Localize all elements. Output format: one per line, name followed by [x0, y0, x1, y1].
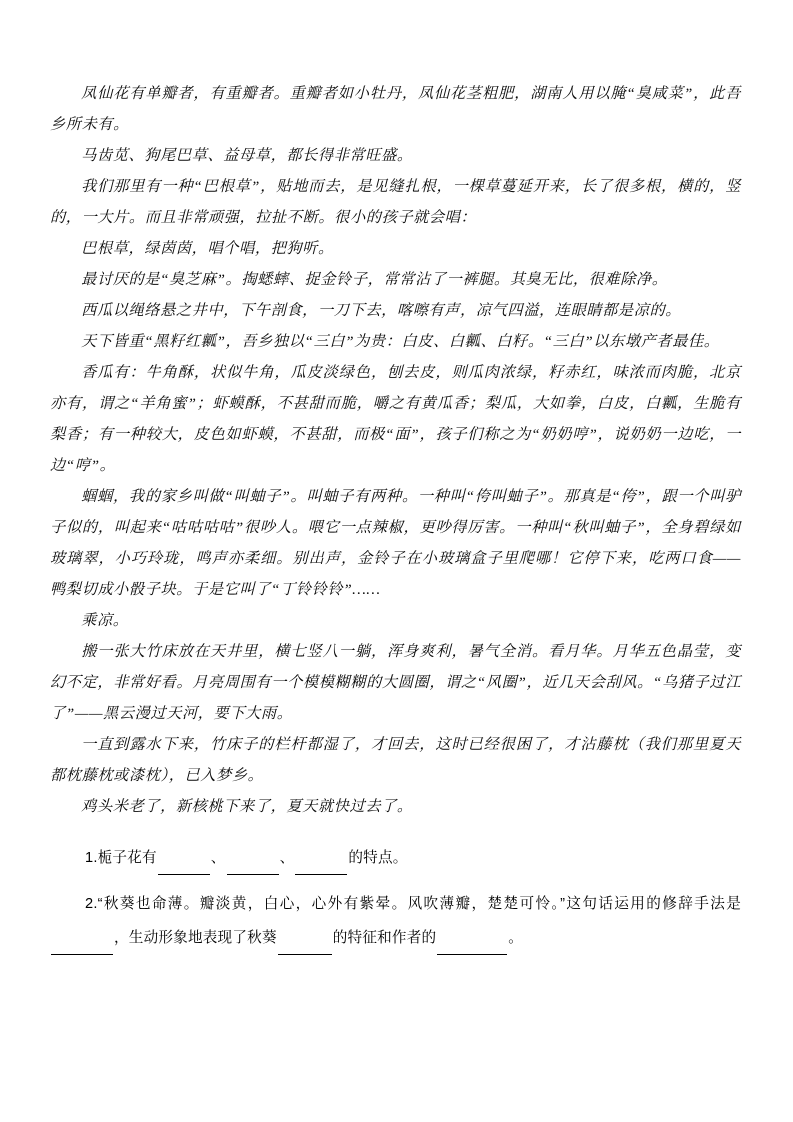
question-text: 。	[508, 930, 524, 946]
passage-paragraph: 鸡头米老了，新核桃下来了，夏天就快过去了。	[81, 798, 413, 815]
question-item-2	[50, 887, 741, 955]
questions-section	[50, 841, 741, 955]
passage-paragraph: 西瓜以绳络悬之井中，下午剖食，一刀下去，喀嚓有声，凉气四溢，连眼睛都是凉的。	[81, 302, 682, 319]
passage-paragraph: 最讨厌的是“臭芝麻”。掏蟋蟀、捉金铃子，常常沾了一裤腿。其臭无比，很难除净。	[81, 271, 668, 288]
passage-paragraph: 巴根草，绿茵茵，唱个唱，把狗听。	[81, 240, 334, 257]
passage-paragraph: 搬一张大竹床放在天井里，横七竖八一躺，浑身爽利，暑气全消。看月华。月华五色晶莹，变幻不定，非常好看。月亮周围有一个模模糊糊的大圆圈，谓之“风圈”，近几天会刮风。“乌猪子过江了”——黑云漫过天河，要下大雨。	[50, 643, 741, 722]
passage-body	[50, 78, 741, 822]
question-text: 、	[279, 850, 295, 866]
question-number: 1.	[85, 850, 98, 866]
question-item-1	[50, 841, 741, 875]
answer-blank[interactable]	[158, 859, 210, 875]
passage-paragraph: 天下皆重“黑籽红瓤”，吾乡独以“三白”为贵：白皮、白瓤、白籽。“三白”以东墩产者最佳。	[81, 333, 720, 350]
passage-paragraph: 凤仙花有单瓣者，有重瓣者。重瓣者如小牡丹，凤仙花茎粗肥，湖南人用以腌“臭咸菜”，此吾乡所未有。	[50, 85, 741, 133]
passage-paragraph: 香瓜有：牛角酥，状似牛角，瓜皮淡绿色，刨去皮，则瓜肉浓绿，籽赤红，味浓而肉脆，北京亦有，谓之“羊角蜜”；虾蟆酥，不甚甜而脆，嚼之有黄瓜香；梨瓜，大如拳，白皮，白瓤，生脆有梨香；有一种较大，皮色如虾蟆，不甚甜，而极“面”，孩子们称之为“奶奶哼”，说奶奶一边吃，一边“哼”。	[50, 364, 741, 474]
question-text: 的特征和作者的	[332, 930, 437, 946]
passage-paragraph: 一直到露水下来，竹床子的栏杆都湿了，才回去，这时已经很困了，才沾藤枕（我们那里夏天都枕藤枕或漆枕），已入梦乡。	[50, 736, 741, 784]
passage-paragraph: 我们那里有一种“巴根草”，贴地而去，是见缝扎根，一棵草蔓延开来，长了很多根，横的，竖的，一大片。而且非常顽强，拉扯不断。很小的孩子就会唱：	[50, 178, 741, 226]
question-text: 栀子花有	[97, 850, 157, 866]
answer-blank[interactable]	[278, 939, 332, 955]
question-text: “秋葵也命薄。瓣淡黄，白心，心外有紫晕。风吹薄瓣，楚楚可怜。”这句话运用的修辞手法是	[97, 896, 741, 912]
answer-blank[interactable]	[295, 859, 347, 875]
answer-blank[interactable]	[437, 939, 507, 955]
passage-paragraph: 马齿苋、狗尾巴草、益母草，都长得非常旺盛。	[81, 147, 413, 164]
question-text: ，生动形象地表现了秋葵	[114, 930, 277, 946]
question-number: 2.	[85, 896, 98, 912]
answer-blank[interactable]	[51, 939, 113, 955]
passage-paragraph: 蝈蝈，我的家乡叫做“叫蚰子”。叫蚰子有两种。一种叫“侉叫蚰子”。那真是“侉”，跟一个叫驴子似的，叫起来“咕咕咕咕”很吵人。喂它一点辣椒，更吵得厉害。一种叫“秋叫蚰子”，全身碧绿如玻璃翠，小巧玲珑，鸣声亦柔细。别出声，金铃子在小玻璃盒子里爬哪！它停下来，吃两口食——鸭梨切成小骰子块。于是它叫了“丁铃铃铃”……	[50, 488, 741, 598]
answer-blank[interactable]	[227, 859, 279, 875]
passage-paragraph: 乘凉。	[81, 612, 129, 629]
question-text: 、	[210, 850, 226, 866]
question-text: 的特点。	[348, 850, 408, 866]
